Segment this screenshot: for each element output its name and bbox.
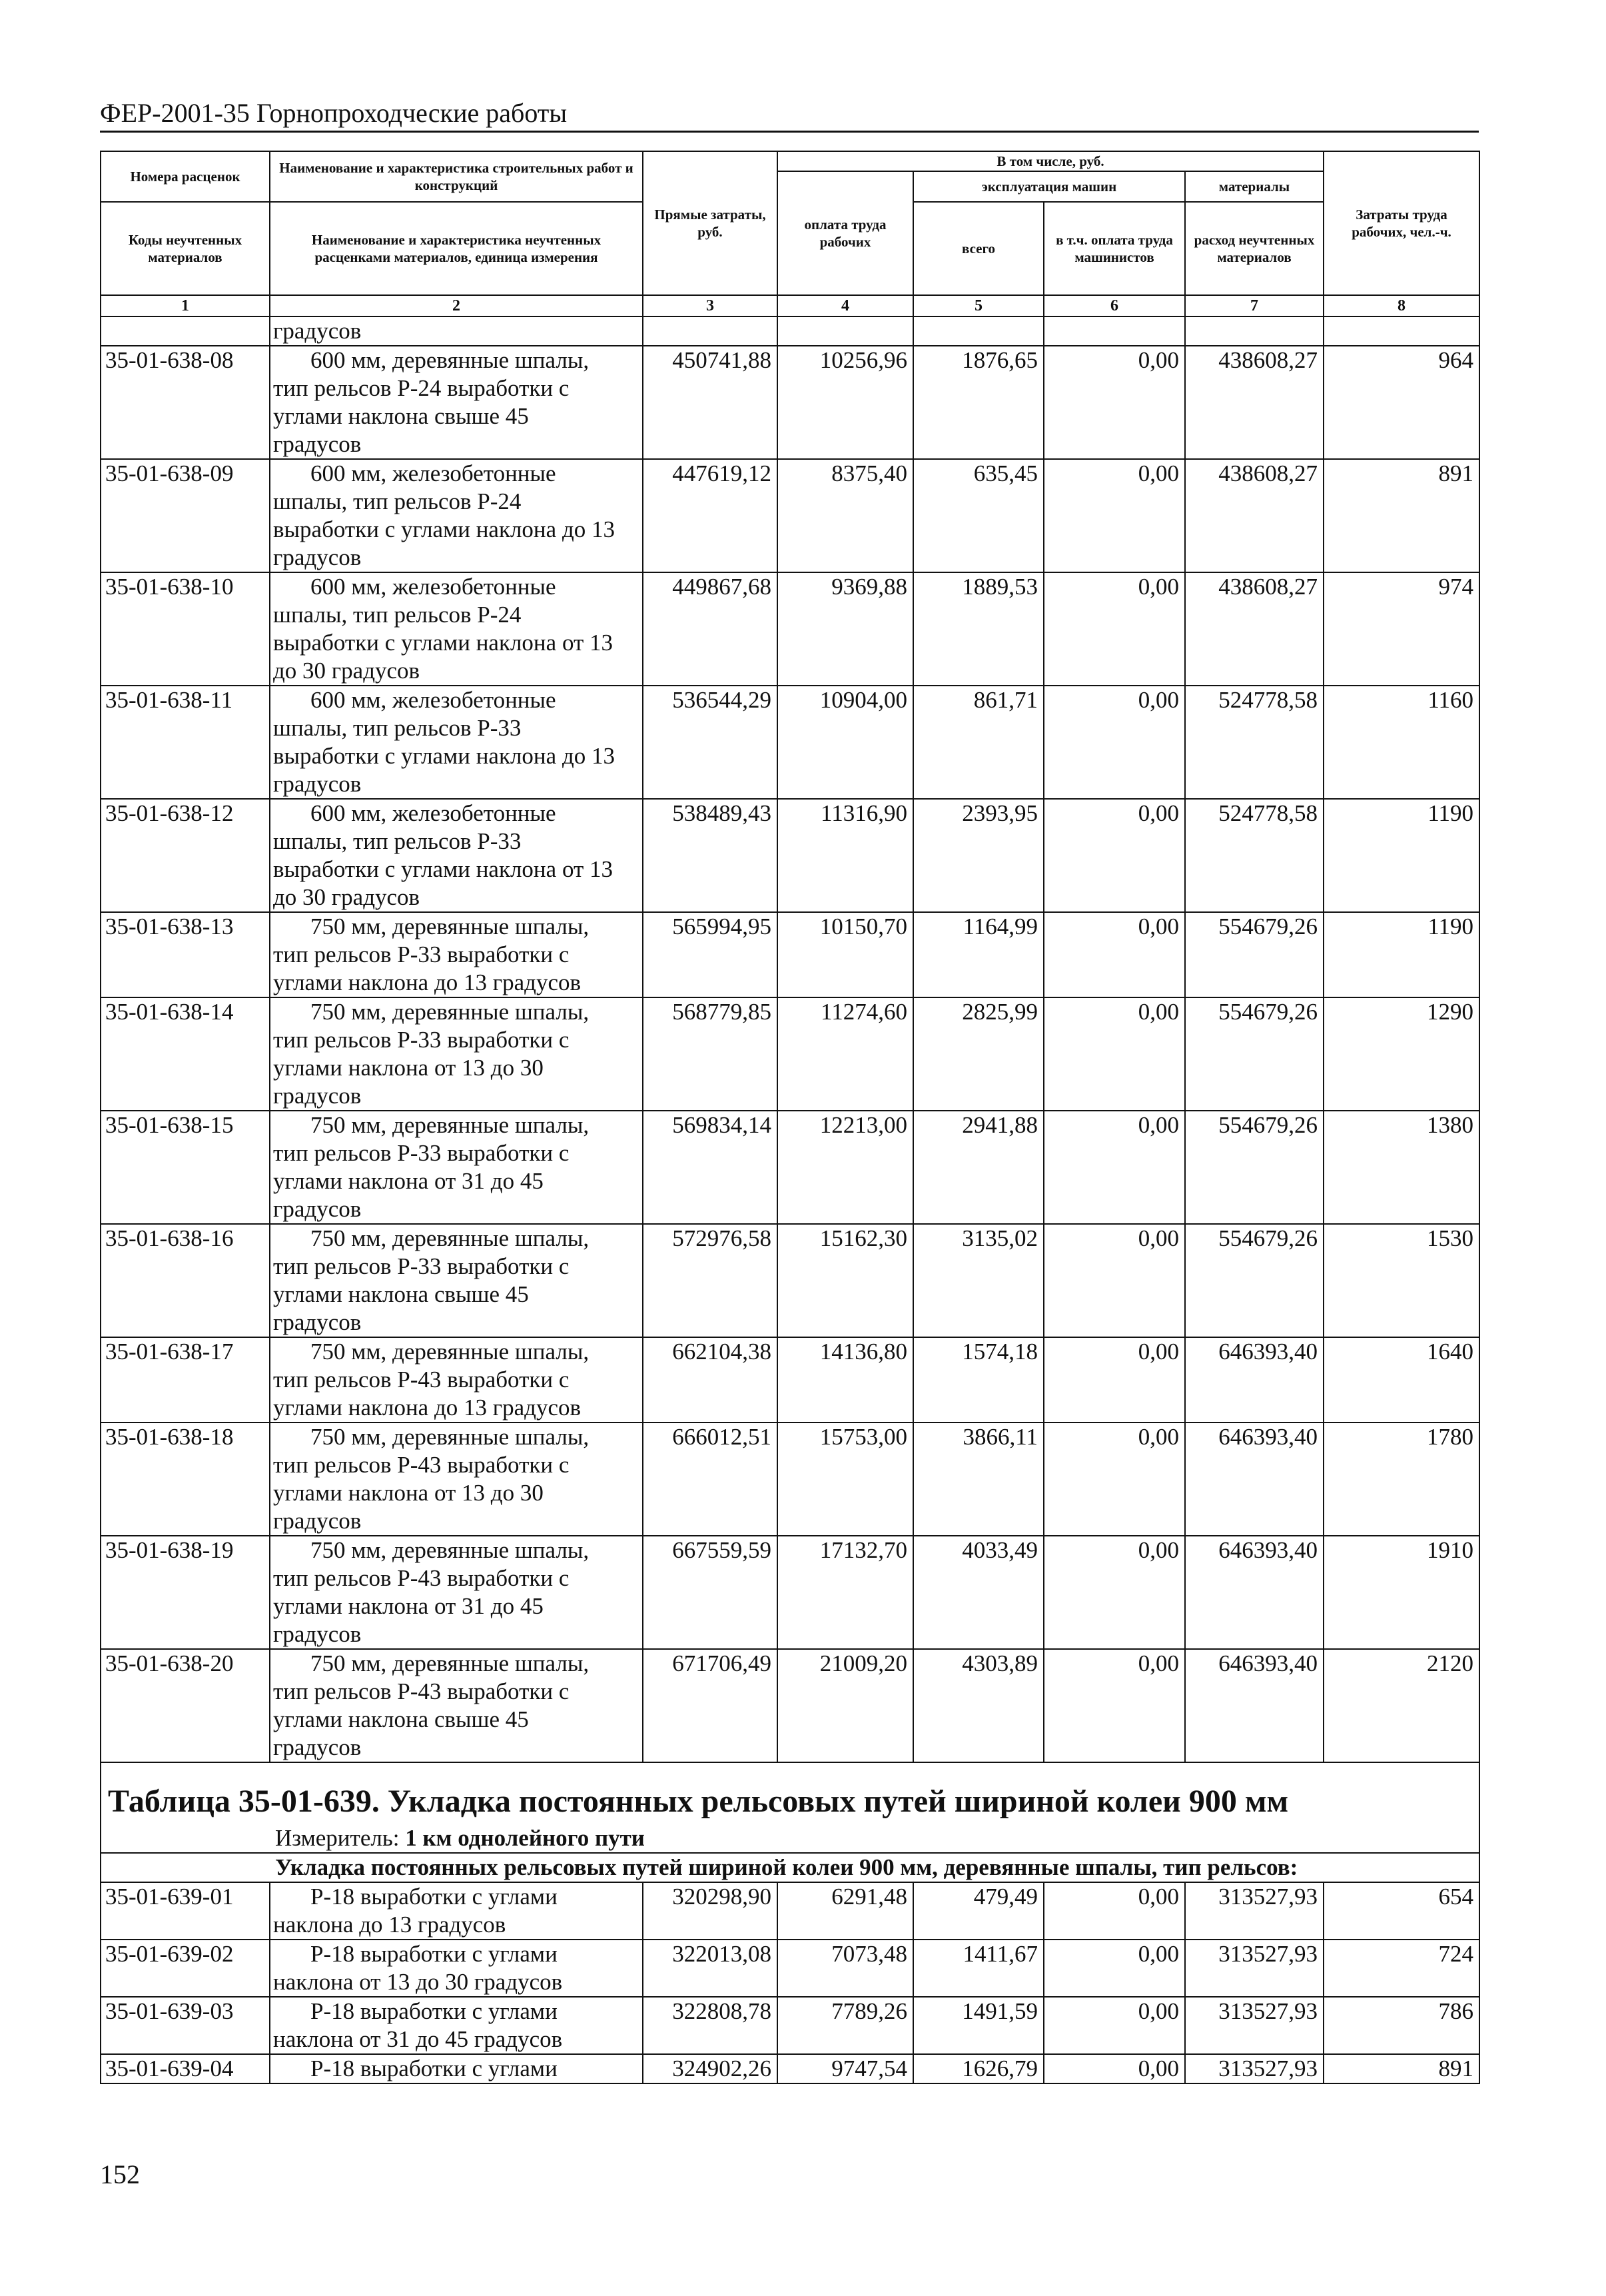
labor-hours: 891 <box>1324 459 1479 572</box>
rate-name-line: выработки с углами наклона до 13 <box>273 516 615 542</box>
operators-pay: 0,00 <box>1044 799 1185 912</box>
rate-name-line: тип рельсов Р-43 выработки с <box>273 1565 570 1591</box>
rate-name-line: Р-18 выработки с углами <box>310 1941 558 1967</box>
direct-costs: 538489,43 <box>643 799 777 912</box>
table-row <box>101 1997 1479 2054</box>
rate-name-line: градусов <box>273 1309 362 1335</box>
table-title: Таблица 35-01-639. Укладка постоянных рельсовых путей шириной колеи 900 мм <box>101 1762 1479 1824</box>
labor-pay: 11274,60 <box>777 997 913 1111</box>
rate-name-line: тип рельсов Р-43 выработки с <box>273 1452 570 1478</box>
rate-name <box>270 686 643 799</box>
rate-code: 35-01-639-01 <box>101 1882 270 1940</box>
labor-pay: 8375,40 <box>777 459 913 572</box>
machines-total: 1876,65 <box>913 346 1044 459</box>
direct-costs: 666012,51 <box>643 1423 777 1536</box>
materials-cost: 554679,26 <box>1185 1224 1324 1337</box>
carry-over-text: градусов <box>270 316 643 346</box>
table-row <box>101 686 1479 799</box>
col-index: 1 <box>101 295 270 316</box>
rate-code: 35-01-638-09 <box>101 459 270 572</box>
labor-hours: 964 <box>1324 346 1479 459</box>
col-index: 6 <box>1044 295 1185 316</box>
col6-header: в т.ч. оплата труда машинистов <box>1044 202 1185 295</box>
direct-costs: 572976,58 <box>643 1224 777 1337</box>
operators-pay: 0,00 <box>1044 686 1185 799</box>
machines-total: 3866,11 <box>913 1423 1044 1536</box>
labor-hours: 1290 <box>1324 997 1479 1111</box>
direct-costs: 322808,78 <box>643 1997 777 2054</box>
operators-pay: 0,00 <box>1044 1940 1185 1997</box>
materials-cost: 313527,93 <box>1185 1882 1324 1940</box>
machines-total: 1411,67 <box>913 1940 1044 1997</box>
materials-cost: 554679,26 <box>1185 997 1324 1111</box>
labor-pay: 6291,48 <box>777 1882 913 1940</box>
rate-name <box>270 1224 643 1337</box>
rate-name-line: до 30 градусов <box>273 884 420 910</box>
col5-header: всего <box>913 202 1044 295</box>
materials-header: материалы <box>1185 171 1324 202</box>
materials-cost: 646393,40 <box>1185 1649 1324 1762</box>
operators-pay: 0,00 <box>1044 1111 1185 1224</box>
labor-pay: 10150,70 <box>777 912 913 997</box>
rate-name <box>270 1337 643 1423</box>
rate-code: 35-01-638-08 <box>101 346 270 459</box>
rate-name-line: шпалы, тип рельсов Р-33 <box>273 715 522 741</box>
labor-pay: 10904,00 <box>777 686 913 799</box>
labor-pay: 21009,20 <box>777 1649 913 1762</box>
rate-name-line: Р-18 выработки с углами <box>310 1998 558 2024</box>
rate-name-line: до 30 градусов <box>273 658 420 684</box>
rate-name-line: градусов <box>273 1621 362 1647</box>
table-row <box>101 346 1479 459</box>
operators-pay: 0,00 <box>1044 1337 1185 1423</box>
rate-name-line: градусов <box>273 1083 362 1109</box>
rate-name-line: углами наклона до 13 градусов <box>273 1395 582 1421</box>
table-row <box>101 1337 1479 1423</box>
rate-name-line: 750 мм, деревянные шпалы, <box>310 1225 590 1251</box>
rate-code: 35-01-638-19 <box>101 1536 270 1649</box>
table-row <box>101 1882 1479 1940</box>
rate-name-line: 600 мм, железобетонные <box>310 800 556 826</box>
table-row <box>101 1649 1479 1762</box>
rate-name <box>270 799 643 912</box>
materials-cost: 438608,27 <box>1185 346 1324 459</box>
materials-cost: 646393,40 <box>1185 1536 1324 1649</box>
direct-costs: 569834,14 <box>643 1111 777 1224</box>
labor-pay: 11316,90 <box>777 799 913 912</box>
rate-name-line: 750 мм, деревянные шпалы, <box>310 1424 590 1450</box>
rate-name <box>270 346 643 459</box>
rate-name-line: 600 мм, железобетонные <box>310 574 556 600</box>
rate-name-line: градусов <box>273 544 362 570</box>
machines-total: 4033,49 <box>913 1536 1044 1649</box>
labor-hours: 654 <box>1324 1882 1479 1940</box>
rate-code: 35-01-638-12 <box>101 799 270 912</box>
materials-cost: 646393,40 <box>1185 1337 1324 1423</box>
operators-pay: 0,00 <box>1044 1423 1185 1536</box>
materials-cost: 646393,40 <box>1185 1423 1324 1536</box>
rate-code: 35-01-638-18 <box>101 1423 270 1536</box>
labor-hours: 1190 <box>1324 799 1479 912</box>
labor-pay: 7073,48 <box>777 1940 913 1997</box>
rate-name-line: углами наклона до 13 градусов <box>273 969 582 995</box>
machines-total: 861,71 <box>913 686 1044 799</box>
page-number: 152 <box>100 2159 140 2189</box>
materials-cost: 313527,93 <box>1185 2054 1324 2083</box>
rate-name-line: градусов <box>273 771 362 797</box>
materials-cost: 438608,27 <box>1185 572 1324 686</box>
operators-pay: 0,00 <box>1044 1997 1185 2054</box>
labor-pay: 9747,54 <box>777 2054 913 2083</box>
rate-name-line: выработки с углами наклона от 13 <box>273 856 613 882</box>
labor-pay: 15162,30 <box>777 1224 913 1337</box>
rate-name <box>270 1997 643 2054</box>
labor-pay: 9369,88 <box>777 572 913 686</box>
table-row <box>101 799 1479 912</box>
rate-code: 35-01-638-16 <box>101 1224 270 1337</box>
direct-costs: 320298,90 <box>643 1882 777 1940</box>
rate-name-line: наклона до 13 градусов <box>273 1912 506 1938</box>
machines-total: 1626,79 <box>913 2054 1044 2083</box>
col2-header-top: Наименование и характеристика строительных работ и конструкций <box>270 151 643 202</box>
rate-code: 35-01-638-11 <box>101 686 270 799</box>
rate-name-line: наклона от 31 до 45 градусов <box>273 2026 563 2052</box>
machines-total: 2941,88 <box>913 1111 1044 1224</box>
materials-cost: 438608,27 <box>1185 459 1324 572</box>
labor-hours: 1910 <box>1324 1536 1479 1649</box>
table-row <box>101 997 1479 1111</box>
col-index: 5 <box>913 295 1044 316</box>
unit-value: 1 км однолейного пути <box>405 1825 645 1851</box>
direct-costs: 565994,95 <box>643 912 777 997</box>
operators-pay: 0,00 <box>1044 1649 1185 1762</box>
operators-pay: 0,00 <box>1044 997 1185 1111</box>
rate-name-line: 750 мм, деревянные шпалы, <box>310 1112 590 1138</box>
rate-name <box>270 1536 643 1649</box>
rate-name-line: тип рельсов Р-33 выработки с <box>273 1027 570 1053</box>
rate-name <box>270 912 643 997</box>
rate-name <box>270 2054 643 2083</box>
page-title: ФЕР-2001-35 Горнопроходческие работы <box>100 99 1479 133</box>
direct-costs: 324902,26 <box>643 2054 777 2083</box>
carry-over-row <box>101 316 1479 346</box>
machines-total: 2393,95 <box>913 799 1044 912</box>
rate-name-line: тип рельсов Р-33 выработки с <box>273 1253 570 1279</box>
table-row <box>101 1536 1479 1649</box>
labor-pay: 15753,00 <box>777 1423 913 1536</box>
rate-name-line: углами наклона от 13 до 30 <box>273 1055 544 1081</box>
rate-name <box>270 459 643 572</box>
operators-pay: 0,00 <box>1044 572 1185 686</box>
rate-name-line: углами наклона от 31 до 45 <box>273 1593 544 1619</box>
rate-name-line: тип рельсов Р-24 выработки с <box>273 375 570 401</box>
machines-total: 1164,99 <box>913 912 1044 997</box>
col3-header: Прямые затраты, руб. <box>643 151 777 295</box>
rate-code: 35-01-638-15 <box>101 1111 270 1224</box>
machines-total: 1889,53 <box>913 572 1044 686</box>
table-row <box>101 572 1479 686</box>
col-index: 3 <box>643 295 777 316</box>
rate-name-line: 600 мм, деревянные шпалы, <box>310 347 590 373</box>
col8-header: Затраты труда рабочих, чел.-ч. <box>1324 151 1479 295</box>
direct-costs: 662104,38 <box>643 1337 777 1423</box>
col-index: 2 <box>270 295 643 316</box>
labor-pay: 17132,70 <box>777 1536 913 1649</box>
rate-name-line: 750 мм, деревянные шпалы, <box>310 1537 590 1563</box>
machines-total: 1491,59 <box>913 1997 1044 2054</box>
rate-name-line: шпалы, тип рельсов Р-24 <box>273 602 522 628</box>
operators-pay: 0,00 <box>1044 1224 1185 1337</box>
rate-name-line: выработки с углами наклона от 13 <box>273 630 613 656</box>
rate-name-line: 750 мм, деревянные шпалы, <box>310 1339 590 1365</box>
rate-name-line: углами наклона свыше 45 <box>273 403 529 429</box>
rate-name-line: градусов <box>273 1734 362 1760</box>
rate-code: 35-01-639-02 <box>101 1940 270 1997</box>
rate-name-line: градусов <box>273 431 362 457</box>
rate-name <box>270 1649 643 1762</box>
rate-code: 35-01-638-14 <box>101 997 270 1111</box>
table-row <box>101 912 1479 997</box>
table-row <box>101 2054 1479 2083</box>
machines-total: 1574,18 <box>913 1337 1044 1423</box>
operators-pay: 0,00 <box>1044 459 1185 572</box>
labor-hours: 1530 <box>1324 1224 1479 1337</box>
labor-hours: 1190 <box>1324 912 1479 997</box>
rate-name-line: 600 мм, железобетонные <box>310 460 556 486</box>
rate-name-line: тип рельсов Р-33 выработки с <box>273 1140 570 1166</box>
rate-code: 35-01-638-20 <box>101 1649 270 1762</box>
rate-name-line: шпалы, тип рельсов Р-33 <box>273 828 522 854</box>
direct-costs: 568779,85 <box>643 997 777 1111</box>
rate-name-line: 750 мм, деревянные шпалы, <box>310 1650 590 1676</box>
labor-hours: 1380 <box>1324 1111 1479 1224</box>
machines-total: 2825,99 <box>913 997 1044 1111</box>
rate-code: 35-01-639-04 <box>101 2054 270 2083</box>
operators-pay: 0,00 <box>1044 2054 1185 2083</box>
unit-line <box>270 1824 1479 1853</box>
materials-cost: 524778,58 <box>1185 799 1324 912</box>
operators-pay: 0,00 <box>1044 1882 1185 1940</box>
materials-cost: 554679,26 <box>1185 912 1324 997</box>
col1-header-top: Номера расценок <box>101 151 270 202</box>
rate-code: 35-01-638-13 <box>101 912 270 997</box>
rate-name-line: Р-18 выработки с углами <box>310 2055 558 2081</box>
direct-costs: 447619,12 <box>643 459 777 572</box>
labor-hours: 891 <box>1324 2054 1479 2083</box>
rate-name <box>270 1940 643 1997</box>
rate-name <box>270 572 643 686</box>
rate-name-line: 600 мм, железобетонные <box>310 687 556 713</box>
direct-costs: 450741,88 <box>643 346 777 459</box>
col1-header-bottom: Коды неучтенных материалов <box>101 202 270 295</box>
machines-total: 4303,89 <box>913 1649 1044 1762</box>
rate-name-line: тип рельсов Р-43 выработки с <box>273 1678 570 1704</box>
labor-hours: 786 <box>1324 1997 1479 2054</box>
col-index: 7 <box>1185 295 1324 316</box>
rate-name-line: 750 мм, деревянные шпалы, <box>310 913 590 939</box>
direct-costs: 671706,49 <box>643 1649 777 1762</box>
table-row <box>101 1224 1479 1337</box>
direct-costs: 667559,59 <box>643 1536 777 1649</box>
rate-name <box>270 1111 643 1224</box>
rate-name-line: углами наклона свыше 45 <box>273 1281 529 1307</box>
table-row <box>101 1940 1479 1997</box>
machines-header: эксплуатация машин <box>913 171 1185 202</box>
rate-name-line: Р-18 выработки с углами <box>310 1884 558 1910</box>
rate-name-line: наклона от 13 до 30 градусов <box>273 1969 563 1995</box>
rate-name-line: 750 мм, деревянные шпалы, <box>310 999 590 1025</box>
rates-table <box>100 151 1480 2084</box>
labor-hours: 1640 <box>1324 1337 1479 1423</box>
labor-pay: 12213,00 <box>777 1111 913 1224</box>
col-index: 4 <box>777 295 913 316</box>
labor-hours: 1780 <box>1324 1423 1479 1536</box>
rate-name <box>270 997 643 1111</box>
rate-name-line: углами наклона свыше 45 <box>273 1706 529 1732</box>
col4-header: оплата труда рабочих <box>777 171 913 295</box>
rate-code: 35-01-639-03 <box>101 1997 270 2054</box>
rate-name-line: углами наклона от 31 до 45 <box>273 1168 544 1194</box>
labor-hours: 1160 <box>1324 686 1479 799</box>
rate-name-line: тип рельсов Р-43 выработки с <box>273 1367 570 1393</box>
labor-pay: 10256,96 <box>777 346 913 459</box>
direct-costs: 449867,68 <box>643 572 777 686</box>
rate-name-line: градусов <box>273 1196 362 1222</box>
operators-pay: 0,00 <box>1044 1536 1185 1649</box>
labor-hours: 974 <box>1324 572 1479 686</box>
direct-costs: 322013,08 <box>643 1940 777 1997</box>
unit-label: Измеритель: <box>275 1825 400 1851</box>
rate-name-line: градусов <box>273 1508 362 1534</box>
machines-total: 635,45 <box>913 459 1044 572</box>
rate-name-line: углами наклона от 13 до 30 <box>273 1480 544 1506</box>
operators-pay: 0,00 <box>1044 912 1185 997</box>
machines-total: 479,49 <box>913 1882 1044 1940</box>
materials-cost: 313527,93 <box>1185 1997 1324 2054</box>
materials-cost: 313527,93 <box>1185 1940 1324 1997</box>
rate-name <box>270 1423 643 1536</box>
machines-total: 3135,02 <box>913 1224 1044 1337</box>
col-index: 8 <box>1324 295 1479 316</box>
direct-costs: 536544,29 <box>643 686 777 799</box>
table-row <box>101 1111 1479 1224</box>
rate-code: 35-01-638-10 <box>101 572 270 686</box>
col7-header: расход неучтенных материалов <box>1185 202 1324 295</box>
rate-name-line: шпалы, тип рельсов Р-24 <box>273 488 522 514</box>
labor-hours: 2120 <box>1324 1649 1479 1762</box>
labor-pay: 7789,26 <box>777 1997 913 2054</box>
labor-hours: 724 <box>1324 1940 1479 1997</box>
group-header: В том числе, руб. <box>777 151 1324 171</box>
materials-cost: 554679,26 <box>1185 1111 1324 1224</box>
rate-code: 35-01-638-17 <box>101 1337 270 1423</box>
col2-header-bottom: Наименование и характеристика неучтенных расценками материалов, единица измерения <box>270 202 643 295</box>
rate-name-line: тип рельсов Р-33 выработки с <box>273 941 570 967</box>
rate-name-line: выработки с углами наклона до 13 <box>273 743 615 769</box>
table-row <box>101 1423 1479 1536</box>
operators-pay: 0,00 <box>1044 346 1185 459</box>
materials-cost: 524778,58 <box>1185 686 1324 799</box>
rate-name <box>270 1882 643 1940</box>
table-row <box>101 459 1479 572</box>
labor-pay: 14136,80 <box>777 1337 913 1423</box>
section-subheading: Укладка постоянных рельсовых путей шириной колеи 900 мм, деревянные шпалы, тип рельсов: <box>270 1853 1479 1882</box>
